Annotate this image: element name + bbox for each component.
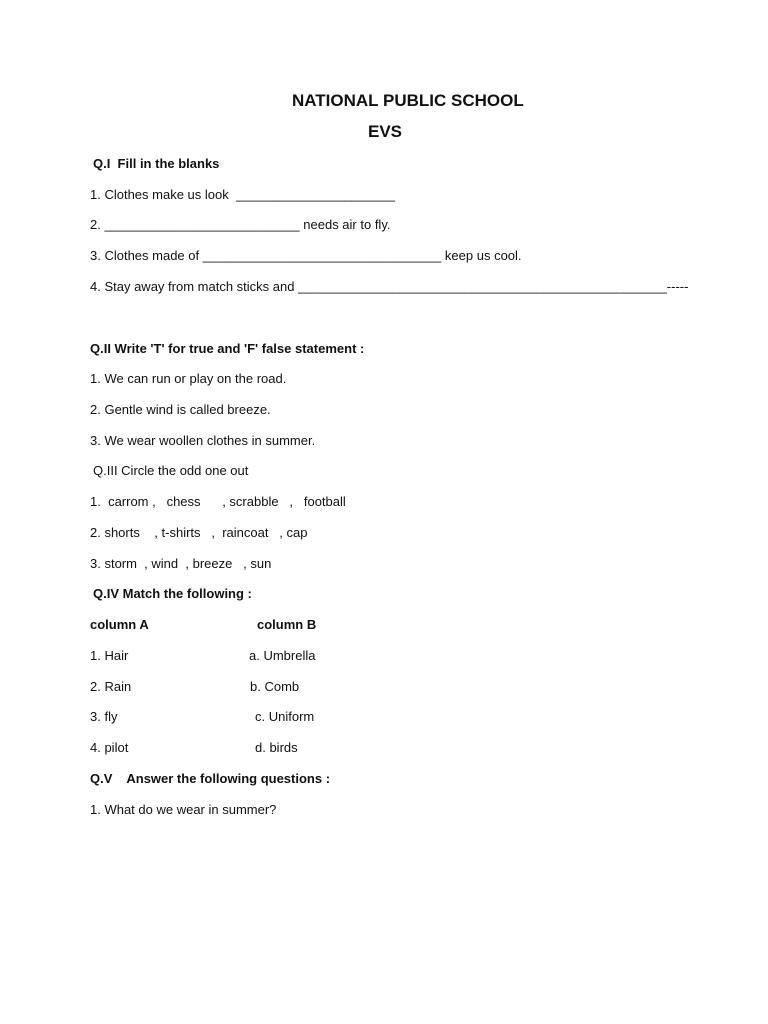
q3-item: 3. storm , wind , breeze , sun [90,556,272,571]
q3-heading: Q.III Circle the odd one out [93,463,249,478]
q1-item: 3. Clothes made of _________________________________ keep us cool. [90,248,522,263]
q1-item: 1. Clothes make us look ______________________ [90,187,396,202]
q5-heading: Q.V Answer the following questions : [90,771,331,786]
school-name: NATIONAL PUBLIC SCHOOL [292,91,524,110]
match-right-item: c. Uniform [255,709,315,724]
column-b-header: column B [257,617,317,632]
match-left-item: 4. pilot [90,740,129,755]
match-right-item: d. birds [255,740,298,755]
q2-item: 1. We can run or play on the road. [90,371,287,386]
q2-heading: Q.II Write 'T' for true and 'F' false statement : [90,341,365,356]
q1-item: 4. Stay away from match sticks and ___________________________________________________----- [90,279,689,294]
match-left-item: 3. fly [90,709,118,724]
match-left-item: 2. Rain [90,679,132,694]
match-left-item: 1. Hair [90,648,129,663]
q1-heading: Q.I Fill in the blanks [93,156,220,171]
q2-item: 3. We wear woollen clothes in summer. [90,433,316,448]
q1-item: 2. ___________________________ needs air to fly. [90,217,391,232]
subject-title: EVS [368,122,403,141]
match-right-item: a. Umbrella [249,648,316,663]
q5-item: 1. What do we wear in summer? [90,802,277,817]
q3-item: 1. carrom , chess , scrabble , football [90,494,346,509]
q3-item: 2. shorts , t-shirts , raincoat , cap [90,525,308,540]
column-a-header: column A [90,617,149,632]
q4-heading: Q.IV Match the following : [93,586,252,601]
match-right-item: b. Comb [250,679,300,694]
q2-item: 2. Gentle wind is called breeze. [90,402,271,417]
